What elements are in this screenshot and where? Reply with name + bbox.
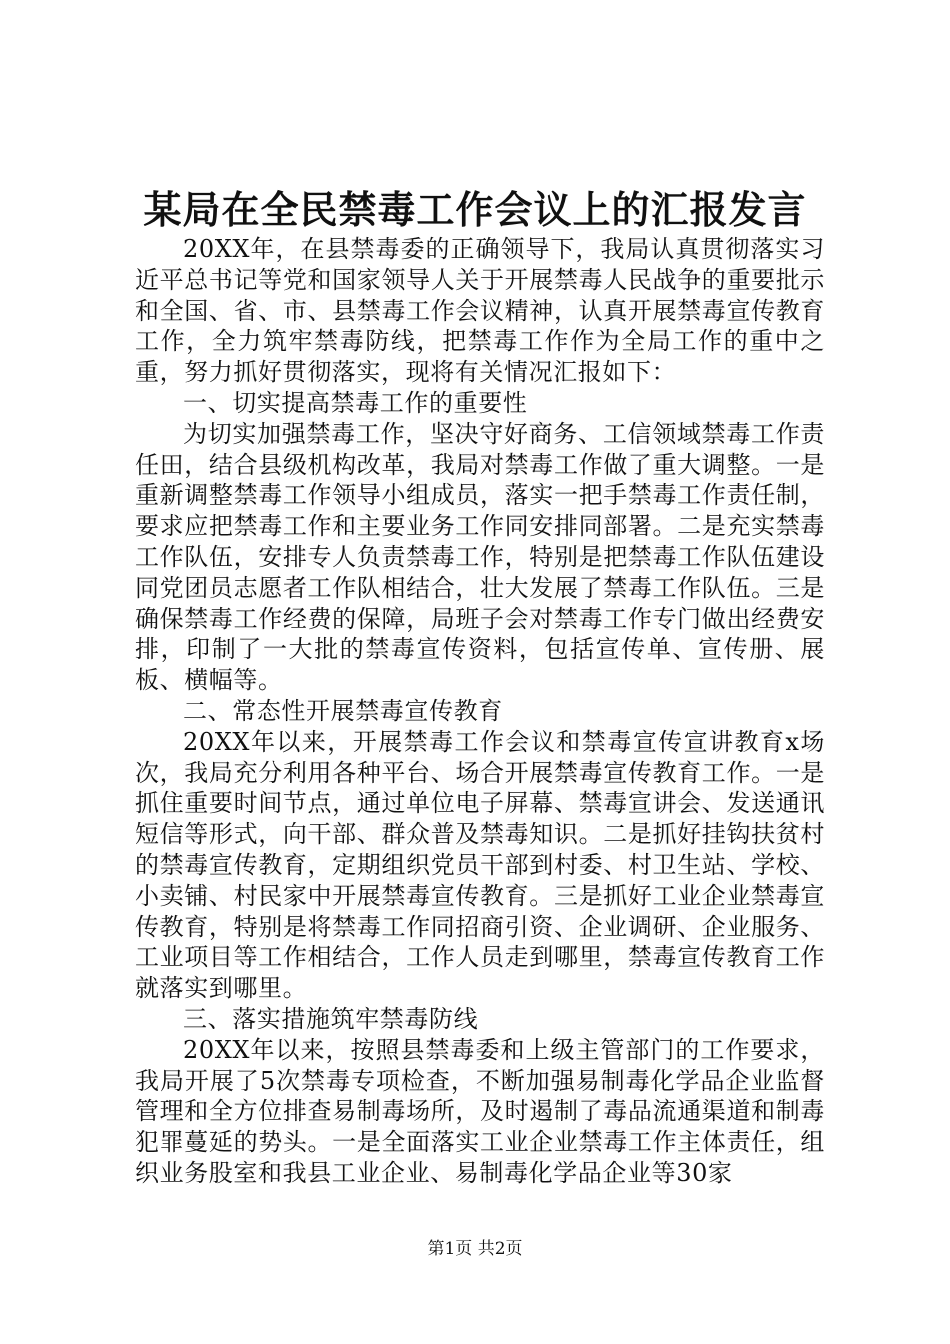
section-heading-3: 三、落实措施筑牢禁毒防线 bbox=[183, 1004, 479, 1033]
document-body bbox=[135, 234, 825, 1189]
section-heading-1: 一、切实提高禁毒工作的重要性 bbox=[183, 388, 528, 417]
section-heading-2: 二、常态性开展禁毒宣传教育 bbox=[183, 696, 503, 725]
page-number-footer: 第1页 共2页 bbox=[427, 1239, 523, 1259]
paragraph-intro: 20XX年，在县禁毒委的正确领导下，我局认真贯彻落实习近平总书记等党和国家领导人关于开展禁毒人民战争的重要批示和全国、省、市、县禁毒工作会议精神，认真开展禁毒宣传教育工作，全力筑牢禁毒防线，把禁毒工作作为全局工作的重中之重，努力抓好贯彻落实，现将有关情况汇报如下： bbox=[135, 235, 825, 387]
paragraph-section-2: 20XX年以来，开展禁毒工作会议和禁毒宣传宣讲教育x场次，我局充分利用各种平台、场合开展禁毒宣传教育工作。一是抓住重要时间节点，通过单位电子屏幕、禁毒宣讲会、发送通讯短信等形式，向干部、群众普及禁毒知识。二是抓好挂钩扶贫村的禁毒宣传教育，定期组织党员干部到村委、村卫生站、学校、小卖铺、村民家中开展禁毒宣传教育。三是抓好工业企业禁毒宣传教育，特别是将禁毒工作同招商引资、企业调研、企业服务、工业项目等工作相结合，工作人员走到哪里，禁毒宣传教育工作就落实到哪里。 bbox=[135, 727, 825, 1003]
paragraph-section-3: 20XX年以来，按照县禁毒委和上级主管部门的工作要求，我局开展了5次禁毒专项检查，不断加强易制毒化学品企业监督管理和全方位排查易制毒场所，及时遏制了毒品流通渠道和制毒犯罪蔓延的势头。一是全面落实工业企业禁毒工作主体责任，组织业务股室和我县工业企业、易制毒化学品企业等30家 bbox=[135, 1035, 825, 1187]
document-title: 某局在全民禁毒工作会议上的汇报发言 bbox=[143, 187, 807, 232]
paragraph-section-1: 为切实加强禁毒工作，坚决守好商务、工信领域禁毒工作责任田，结合县级机构改革，我局对禁毒工作做了重大调整。一是重新调整禁毒工作领导小组成员，落实一把手禁毒工作责任制，要求应把禁毒工作和主要业务工作同安排同部署。二是充实禁毒工作队伍，安排专人负责禁毒工作，特别是把禁毒工作队伍建设同党团员志愿者工作队相结合，壮大发展了禁毒工作队伍。三是确保禁毒工作经费的保障，局班子会对禁毒工作专门做出经费安排，印制了一大批的禁毒宣传资料，包括宣传单、宣传册、展板、横幅等。 bbox=[135, 419, 825, 695]
